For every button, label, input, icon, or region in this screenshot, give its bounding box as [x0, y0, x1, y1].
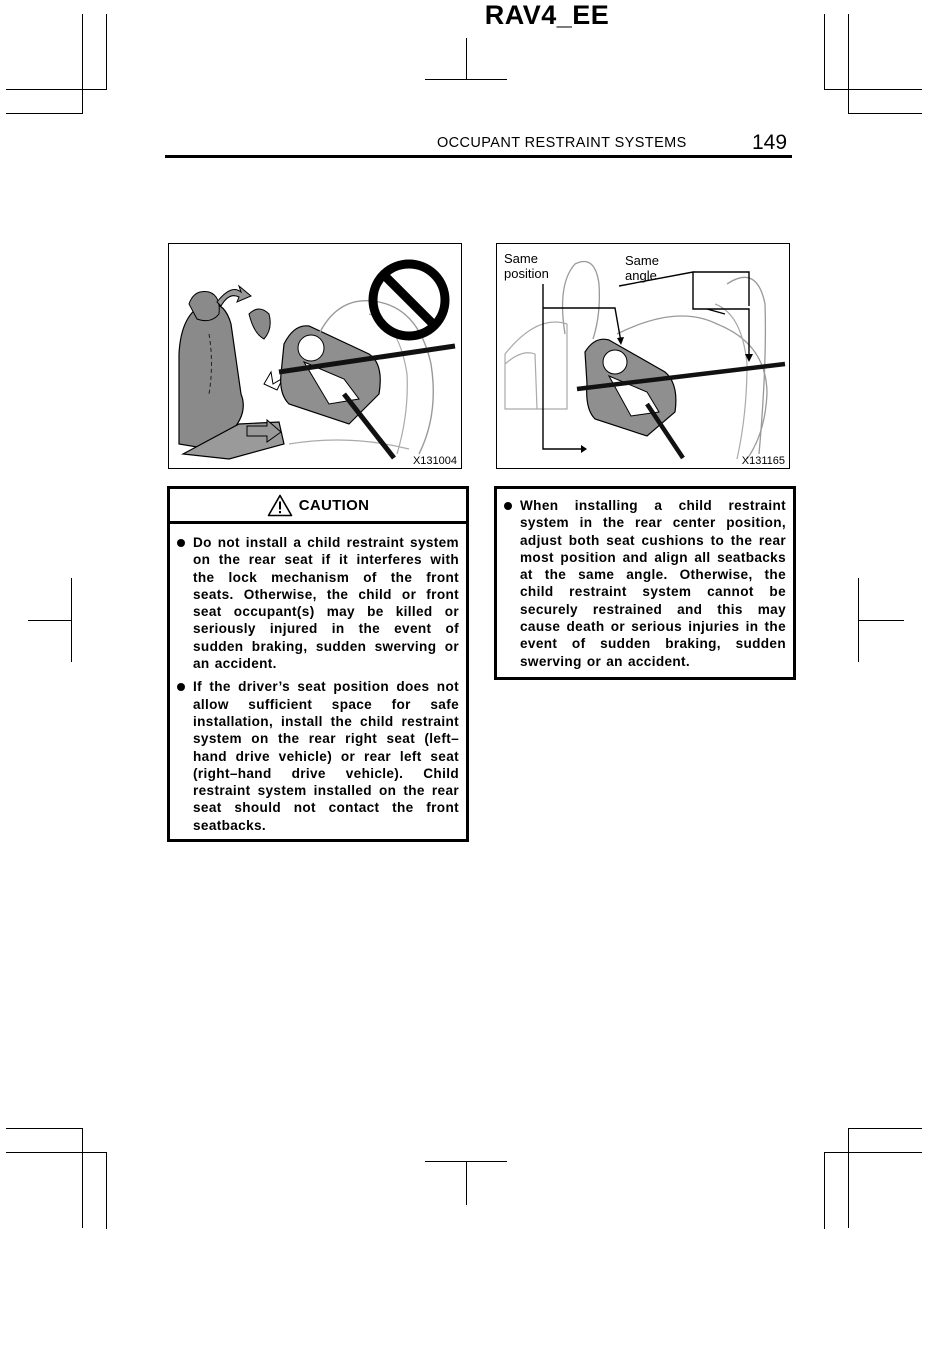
caution-title: CAUTION: [298, 496, 370, 514]
bullet-icon: [177, 539, 185, 547]
warning-triangle-icon: [267, 494, 293, 517]
bullet-icon: [177, 683, 185, 691]
document-title: RAV4_EE: [484, 0, 610, 30]
caution-item: If the driver’s seat position does not allow sufficient space for safe installation, install the child restraint system on the rear right seat (left–hand drive vehicle) or rear left seat (right–hand drive vehicle). Child restraint system installed on the rear seat should not contact the front seatbacks.: [175, 678, 459, 834]
figure-same-position-angle: [496, 243, 790, 469]
page-number: 149: [752, 131, 788, 154]
illustration-seat-interference: [169, 244, 461, 468]
label-same-angle: Same angle: [625, 253, 659, 283]
caution-header: [170, 489, 466, 524]
header-rule: [165, 155, 792, 158]
figure-front-seat-interference: [168, 243, 462, 469]
prohibition-icon: [373, 264, 445, 336]
caution-item: When installing a child restraint system in the rear center position, adjust both seat cushions to the rear most position and align all seatbacks at the same angle. Otherwise, the child restraint system cannot be securely restrained and this may cause death or serious injuries in the event of sudden braking, sudden swerving or an accident.: [502, 497, 786, 670]
caution-item: Do not install a child restraint system on the rear seat if it interferes with the lock mechanism of the front seats. Otherwise, the child or front seat occupant(s) may be killed or seriously injured in the event of sudden braking, sudden swerving or an accident.: [175, 534, 459, 672]
caution-box: [167, 486, 469, 842]
figure-code: X131004: [412, 455, 457, 467]
section-title: OCCUPANT RESTRAINT SYSTEMS: [437, 135, 687, 151]
bullet-icon: [504, 502, 512, 510]
label-same-position: Same position: [504, 251, 549, 281]
figure-code: X131165: [741, 455, 785, 467]
caution-box-continued: [494, 486, 796, 680]
